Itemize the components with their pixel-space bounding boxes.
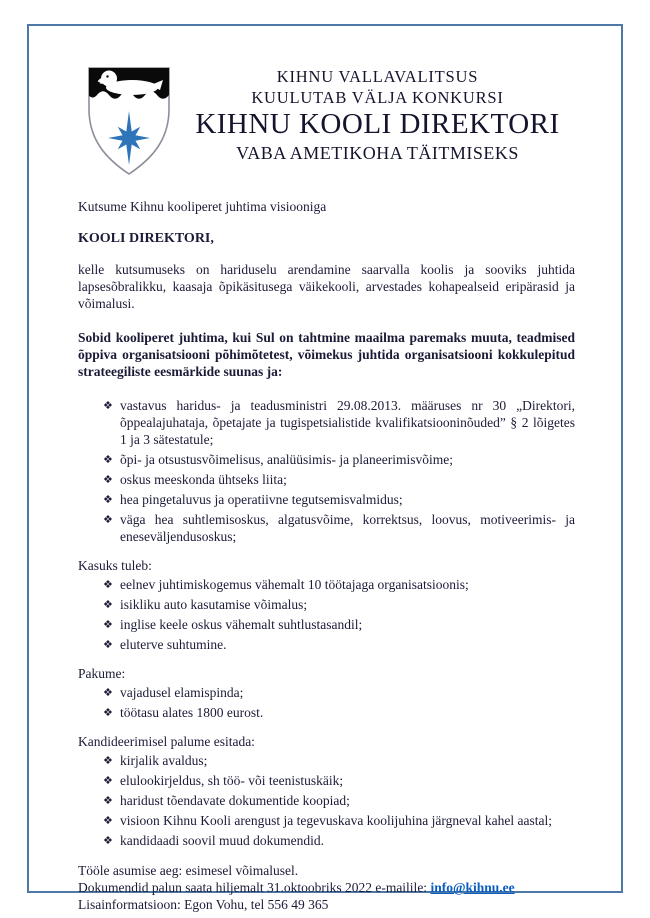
application-heading: Kandideerimisel palume esitada: xyxy=(78,734,255,749)
page-subtitle: VABA AMETIKOHA TÄITMISEKS xyxy=(236,143,519,163)
list-item-text: oskus meeskonda ühtseks liita; xyxy=(120,472,287,487)
diamond-bullet-icon: ❖ xyxy=(103,794,113,807)
page-title: KIHNU KOOLI DIREKTORI xyxy=(195,108,560,140)
diamond-bullet-icon: ❖ xyxy=(103,598,113,611)
document-content xyxy=(78,64,575,913)
diamond-bullet-icon: ❖ xyxy=(103,578,113,591)
diamond-bullet-icon: ❖ xyxy=(103,834,113,847)
document-footer xyxy=(78,862,575,913)
list-item-text: elulookirjeldus, sh töö- või teenistuskäik; xyxy=(120,773,344,788)
kihnu-coat-of-arms-icon xyxy=(78,64,180,176)
list-item-text: visioon Kihnu Kooli arengust ja tegevuskava koolijuhina järgneval kahel aastal; xyxy=(120,813,553,828)
list-item xyxy=(78,596,575,613)
list-item-text: haridust tõendavate dokumentide koopiad; xyxy=(120,793,350,808)
list-item-text: töötasu alates 1800 eurost. xyxy=(120,705,264,720)
offer-heading: Pakume: xyxy=(78,666,126,681)
diamond-bullet-icon: ❖ xyxy=(103,513,113,526)
list-item-text: isikliku auto kasutamise võimalus; xyxy=(120,597,308,612)
diamond-bullet-icon: ❖ xyxy=(103,638,113,651)
list-item-text: eluterve suhtumine. xyxy=(120,637,227,652)
application-list xyxy=(78,752,575,849)
email-link[interactable]: info@kihnu.ee xyxy=(430,880,515,895)
diamond-bullet-icon: ❖ xyxy=(103,453,113,466)
list-item-text: eelnev juhtimiskogemus vähemalt 10 töötajaga organisatsioonis; xyxy=(120,577,469,592)
requirements-list xyxy=(78,397,575,545)
list-item-text: väga hea suhtlemisoskus, algatusvõime, korrektsus, loovus, motiveerimis- ja eneseväljendusoskus; xyxy=(120,512,575,544)
list-item xyxy=(78,491,575,508)
invitation-line: Kutsume Kihnu kooliperet juhtima visiooniga xyxy=(78,199,327,214)
diamond-bullet-icon: ❖ xyxy=(103,473,113,486)
announcement-line: KUULUTAB VÄLJA KONKURSI xyxy=(251,88,504,107)
list-item-text: inglise keele oskus vähemalt suhtlustasandil; xyxy=(120,617,363,632)
start-time-line: Tööle asumise aeg: esimesel võimalusel. xyxy=(78,863,299,878)
list-item xyxy=(78,511,575,545)
role-description: kelle kutsumuseks on hariduselu arendamine saarvalla koolis ja sooviks juhtida lapsesõbralikku, kaasaja õpikäsitusega väikekooli, arvestades kohapealseid eripärasid ja võimalusi. xyxy=(78,262,575,311)
list-item xyxy=(78,636,575,653)
diamond-bullet-icon: ❖ xyxy=(103,706,113,719)
list-item-text: hea pingetaluvus ja operatiivne tegutsemisvalmidus; xyxy=(120,492,403,507)
list-item xyxy=(78,704,575,721)
diamond-bullet-icon: ❖ xyxy=(103,754,113,767)
list-item xyxy=(78,832,575,849)
offer-list xyxy=(78,684,575,721)
list-item-text: kandidaadi soovil muud dokumendid. xyxy=(120,833,324,848)
diamond-bullet-icon: ❖ xyxy=(103,774,113,787)
list-item xyxy=(78,792,575,809)
list-item xyxy=(78,451,575,468)
diamond-bullet-icon: ❖ xyxy=(103,686,113,699)
list-item xyxy=(78,616,575,633)
list-item xyxy=(78,772,575,789)
diamond-bullet-icon: ❖ xyxy=(103,399,113,412)
role-heading: KOOLI DIREKTORI, xyxy=(78,231,214,246)
list-item xyxy=(78,397,575,448)
deadline-line xyxy=(78,879,575,896)
list-item xyxy=(78,752,575,769)
list-item xyxy=(78,471,575,488)
list-item xyxy=(78,684,575,701)
diamond-bullet-icon: ❖ xyxy=(103,618,113,631)
list-item-text: vastavus haridus- ja teadusministri 29.08.2013. määruses nr 30 „Direktori, õppealajuhataja, õpetajate ja tugispetsialistide kvalifikatsiooninõuded” § 2 lõigetes 1 ja 3 sätestatule; xyxy=(120,398,575,447)
list-item-text: õpi- ja otsustusvõimelisus, analüüsimis- ja planeerimisvõime; xyxy=(120,452,453,467)
additional-info-line: Lisainformatsioon: Egon Vohu, tel 556 49 365 xyxy=(78,897,329,912)
advantages-list xyxy=(78,576,575,653)
advantages-heading: Kasuks tuleb: xyxy=(78,558,152,573)
diamond-bullet-icon: ❖ xyxy=(103,814,113,827)
requirements-lead: Sobid kooliperet juhtima, kui Sul on tahtmine maailma paremaks muuta, teadmised õppiva organisatsiooni põhimõtetest, võimekus juhtida organisatsiooni kokkulepitud strateegiliste eesmärkide suunas ja: xyxy=(78,330,575,379)
diamond-bullet-icon: ❖ xyxy=(103,493,113,506)
list-item xyxy=(78,812,575,829)
org-name-line: KIHNU VALLAVALITSUS xyxy=(276,67,479,86)
deadline-text: Dokumendid palun saata hiljemalt 31.oktoobriks 2022 e-mailile: xyxy=(78,880,431,895)
list-item-text: vajadusel elamispinda; xyxy=(120,685,244,700)
list-item-text: kirjalik avaldus; xyxy=(120,753,208,768)
document-header xyxy=(78,64,575,176)
list-item xyxy=(78,576,575,593)
header-text-block xyxy=(180,64,575,165)
